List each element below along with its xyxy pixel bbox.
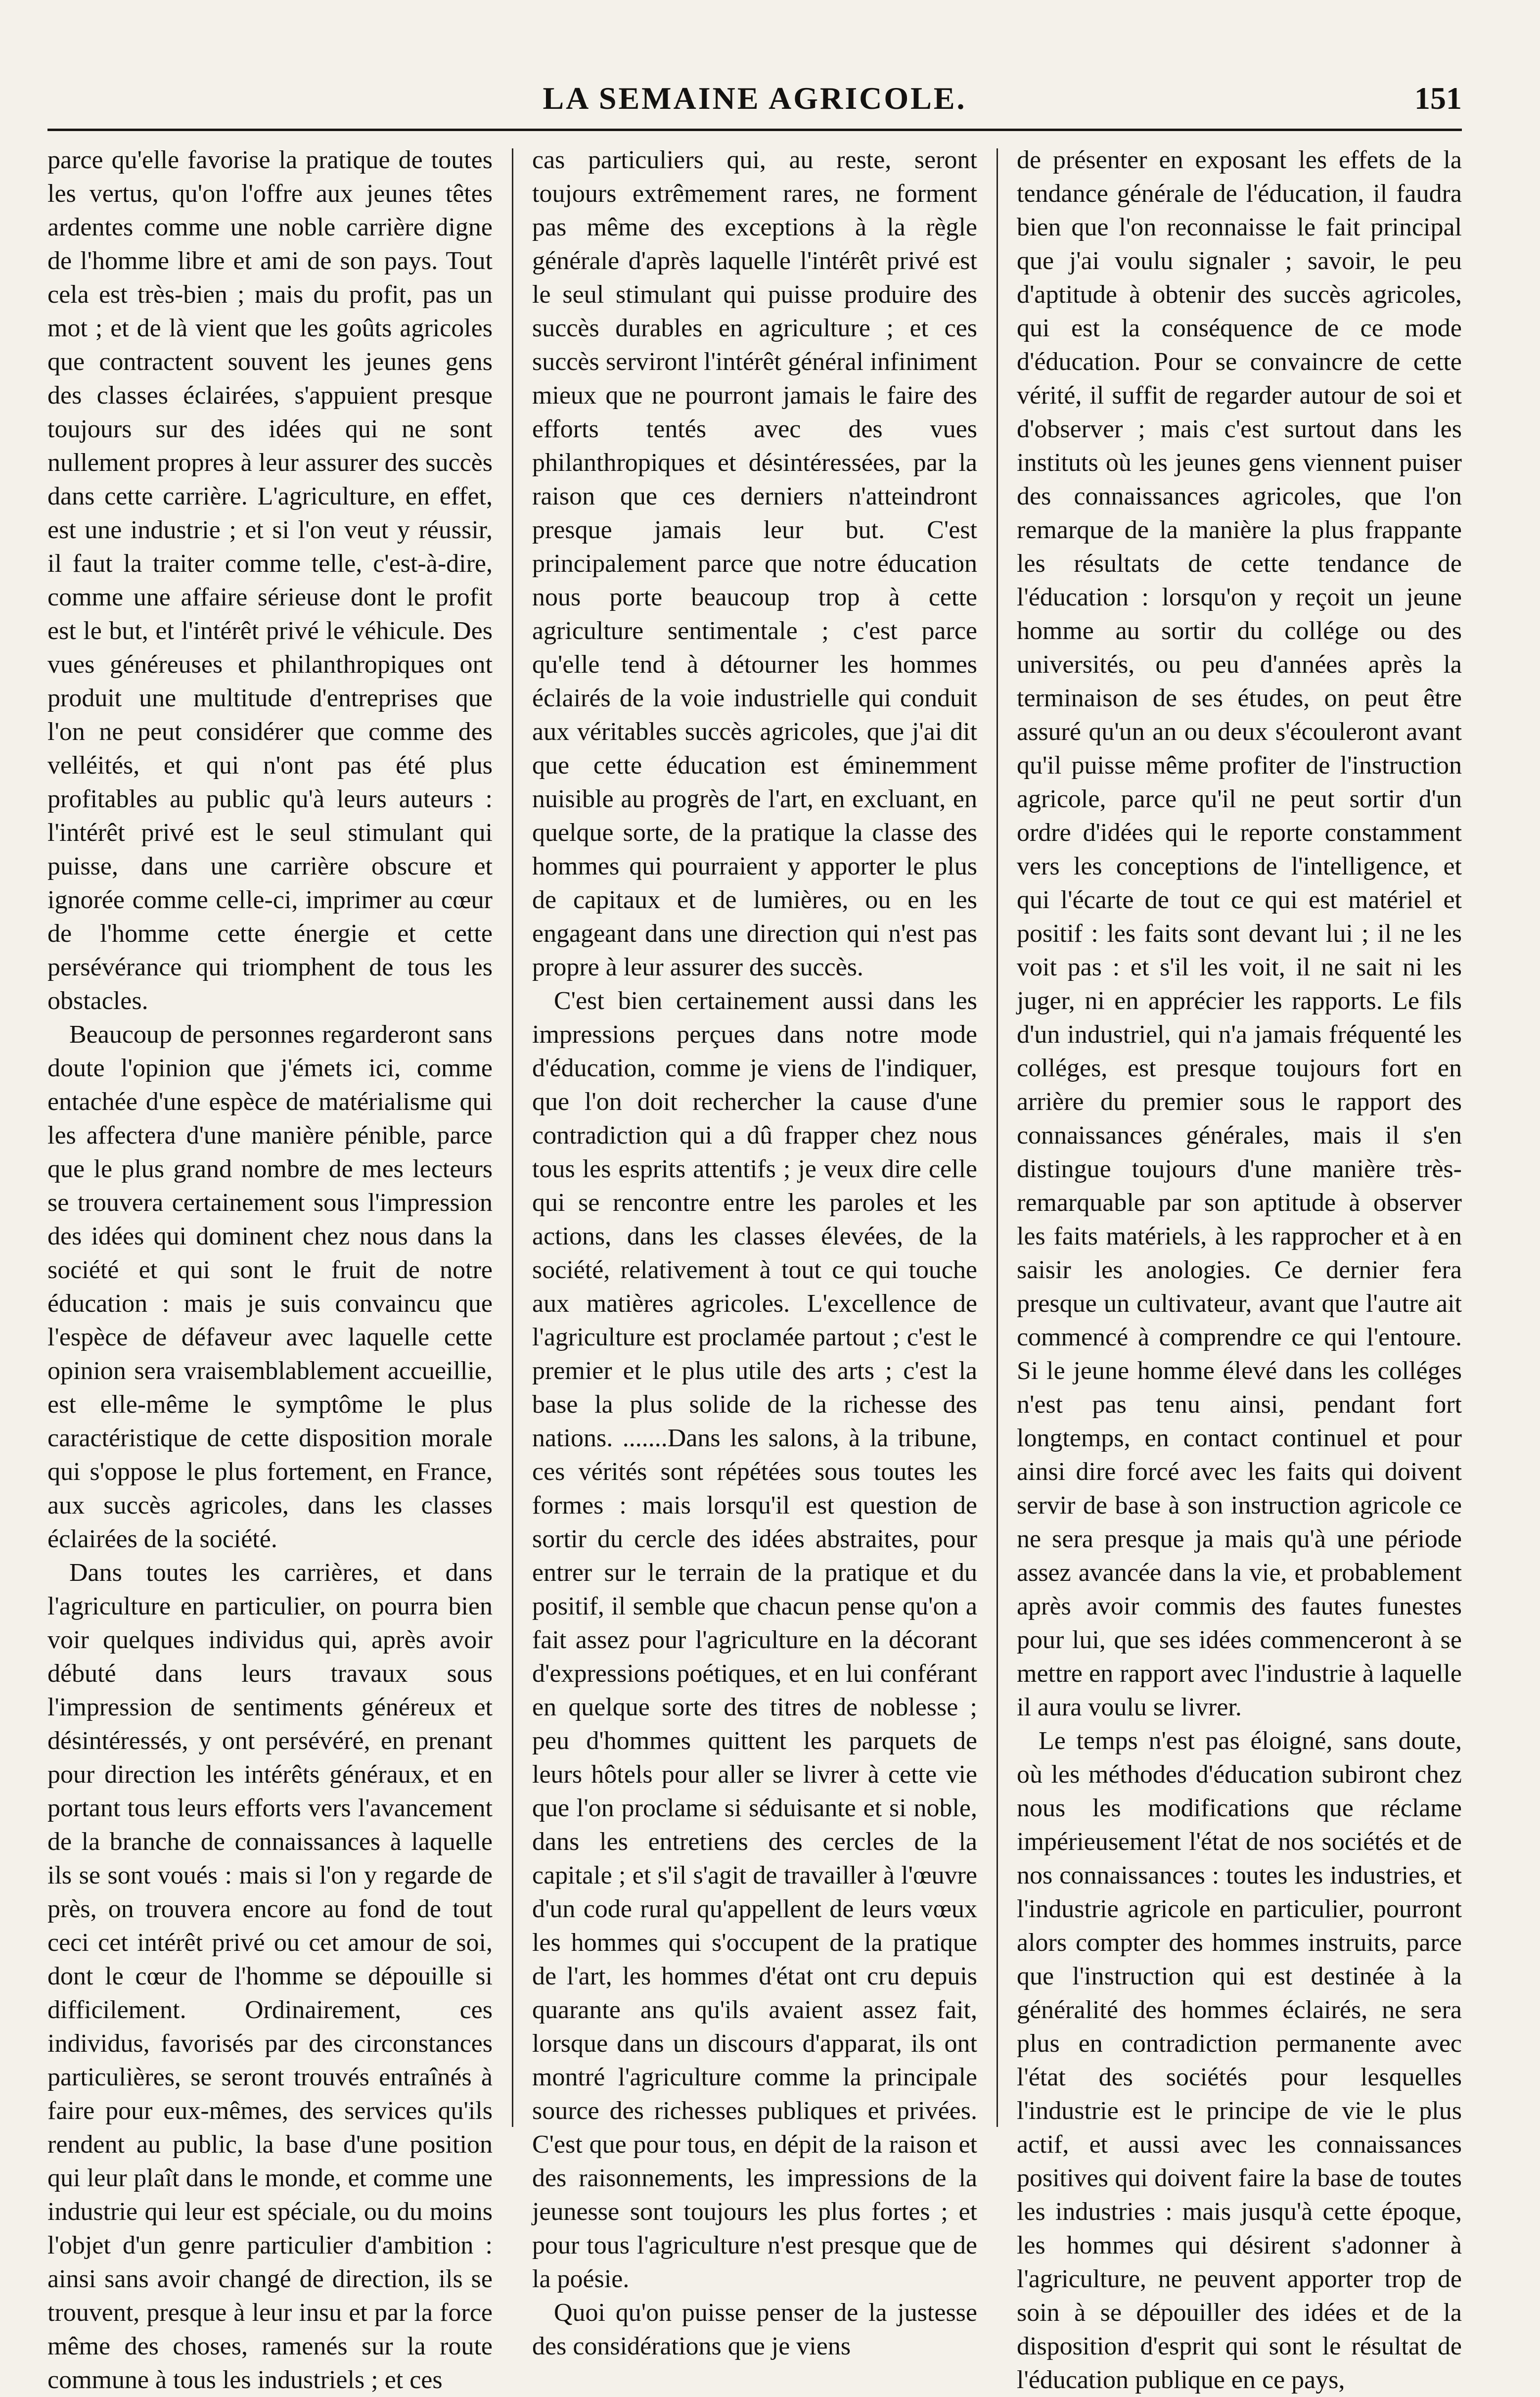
running-title: LA SEMAINE AGRICOLE. (543, 81, 967, 116)
column-2 (532, 143, 977, 2360)
paragraph: C'est bien certainement aussi dans les impressions perçues dans notre mode d'éducation, comme je viens de l'indiquer, que l'on doit rechercher la cause d'une contradiction qui a dû frapper chez nous tous les esprits attentifs ; je veux dire celle qui se rencontre entre les paroles et les actions, dans les classes élevées, de la société, relativement à tout ce qui touche aux matières agricoles. L'excellence de l'agriculture est proclamée partout ; c'est le premier et le plus utile des arts ; c'est la base la plus solide de la richesse des nations. .......Dans les salons, à la tribune, ces vérités sont répétées sous toutes les formes : mais lorsqu'il est question de sortir du cercle des idées abstraites, pour entrer sur le terrain de la pratique et du positif, il semble que chacun pense qu'on a fait assez pour l'agriculture en la décorant d'expressions poétiques, et en lui conférant en quelque sorte des titres de noblesse ; peu d'hommes quittent les parquets de leurs hôtels pour aller se livrer à cette vie que l'on proclame si séduisante et si noble, dans les entretiens des cercles de la capitale ; et s'il s'agit de travailler à l'œuvre d'un code rural qu'appellent de leurs vœux les hommes qui s'occupent de la pratique de l'art, les hommes d'état ont cru depuis quarante ans qu'ils avaient assez fait, lorsque dans un discours d'apparat, ils ont montré l'agriculture comme la principale source des richesses publiques et privées. C'est que pour tous, en dépit de la raison et des raisonnements, les impressions de la jeunesse sont toujours les plus fortes ; et pour tous l'agriculture n'est presque que de la poésie. (532, 987, 977, 2293)
column-rule (512, 148, 513, 2127)
text-columns (47, 143, 1462, 2394)
column-3 (1017, 143, 1462, 2394)
paragraph: Beaucoup de personnes regarderont sans doute l'opinion que j'émets ici, comme entachée d'une espèce de matérialisme qui les affectera d'une manière pénible, parce que le plus grand nombre de mes lecteurs se trouvera certainement sous l'impression des idées qui dominent chez nous dans la société et qui sont le fruit de notre éducation : mais je suis convaincu que l'espèce de défaveur avec laquelle cette opinion sera vraisemblablement accueillie, est elle-même le symptôme le plus caractéristique de cette disposition morale qui s'oppose le plus fortement, en France, aux succès agricoles, dans les classes éclairées de la société. (47, 1020, 493, 1553)
paragraph: cas particuliers qui, au reste, seront toujours extrêmement rares, ne forment pas même des exceptions à la règle générale d'après laquelle l'intérêt privé est le seul stimulant qui puisse produire des succès durables en agriculture ; et ces succès serviront l'intérêt général infiniment mieux que ne pourront jamais le faire des efforts tentés avec des vues philanthropiques et désintéressées, par la raison que ces derniers n'atteindront presque jamais leur but. C'est principalement parce que notre éducation nous porte beaucoup trop à cette agriculture sentimentale ; c'est parce qu'elle tend à détourner les hommes éclairés de la voie industrielle qui conduit aux véritables succès agricoles, que j'ai dit que cette éducation est éminemment nuisible au progrès de l'art, en excluant, en quelque sorte, de la pratique la classe des hommes qui pourraient y apporter le plus de capitaux et de lumières, ou en les engageant dans une direction qui n'est pas propre à leur assurer des succès. (532, 146, 977, 981)
paragraph: parce qu'elle favorise la pratique de toutes les vertus, qu'on l'offre aux jeunes têtes ardentes comme une noble carrière digne de l'homme libre et ami de son pays. Tout cela est très-bien ; mais du profit, pas un mot ; et de là vient que les goûts agricoles que contractent souvent les jeunes gens des classes éclairées, s'appuient presque toujours sur des idées qui ne sont nullement propres à leur assurer des succès dans cette carrière. L'agriculture, en effet, est une industrie ; et si l'on veut y réussir, il faut la traiter comme telle, c'est-à-dire, comme une affaire sérieuse dont le profit est le but, et l'intérêt privé le véhicule. Des vues généreuses et philanthropiques ont produit une multitude d'entreprises que l'on ne peut considérer que comme des velléités, et qui n'ont pas été plus profitables au public qu'à leurs auteurs : l'intérêt privé est le seul stimulant qui puisse, dans une carrière obscure et ignorée comme celle-ci, imprimer au cœur de l'homme cette énergie et cette persévérance qui triomphent de tous les obstacles. (47, 146, 493, 1015)
paragraph: Dans toutes les carrières, et dans l'agriculture en particulier, on pourra bien voir quelques individus qui, après avoir débuté dans leurs travaux sous l'impression de sentiments généreux et désintéressés, y ont persévéré, en prenant pour direction les intérêts généraux, et en portant tous leurs efforts vers l'avancement de la branche de connaissances à laquelle ils se sont voués : mais si l'on y regarde de près, on trouvera encore au fond de tout ceci cet intérêt privé ou cet amour de soi, dont le cœur de l'homme se dépouille si difficilement. Ordinairement, ces individus, favorisés par des circonstances particulières, se seront trouvés entraînés à faire pour eux-mêmes, des services qu'ils rendent au public, la base d'une position qui leur plaît dans le monde, et comme une industrie qui leur est spéciale, ou du moins l'objet d'un genre particulier d'ambition : ainsi sans avoir changé de direction, ils se trouvent, presque à leur insu et par la force même des choses, ramenés sur la route commune à tous les industriels ; et ces (47, 1559, 493, 2394)
column-1 (47, 143, 493, 2394)
page-number: 151 (1414, 81, 1462, 116)
paragraph: de présenter en exposant les effets de la tendance générale de l'éducation, il faudra bien que l'on reconnaisse le fait principal que j'ai voulu signaler ; savoir, le peu d'aptitude à obtenir des succès agricoles, qui est la conséquence de ce mode d'éducation. Pour se convaincre de cette vérité, il suffit de regarder autour de soi et d'observer ; mais c'est surtout dans les instituts où les jeunes gens viennent puiser des connaissances agricoles, que l'on remarque de la manière la plus frappante les résultats de cette tendance de l'éducation : lorsqu'on y reçoit un jeune homme au sortir du collége ou des universités, ou peu d'années après la terminaison de ses études, on peut être assuré qu'un an ou deux s'écouleront avant qu'il puisse même profiter de l'instruction agricole, parce qu'il ne peut sortir d'un ordre d'idées qui le reporte constamment vers les conceptions de l'intelligence, et qui l'écarte de tout ce qui est matériel et positif : les faits sont devant lui ; il ne les voit pas : et s'il les voit, il ne sait ni les juger, ni en apprécier les rapports. Le fils d'un industriel, qui n'a jamais fréquenté les colléges, est presque toujours fort en arrière du premier sous le rapport des connaissances générales, mais il s'en distingue toujours d'une manière très-remarquable par son aptitude à observer les faits matériels, à les rapprocher et à en saisir les anologies. Ce dernier fera presque un cultivateur, avant que l'autre ait commencé à comprendre ce qui l'entoure. Si le jeune homme élevé dans les colléges n'est pas tenu ainsi, pendant fort longtemps, en contact continuel et pour ainsi dire forcé avec les faits qui doivent servir de base à son instruction agricole ce ne sera presque ja mais qu'à une période assez avancée dans la vie, et probablement après avoir commis des fautes funestes pour lui, que ses idées commenceront à se mettre en rapport avec l'industrie à laquelle il aura voulu se livrer. (1017, 146, 1462, 1721)
page-header (47, 74, 1462, 131)
paragraph: Le temps n'est pas éloigné, sans doute, où les méthodes d'éducation subiront chez nous les modifications que réclame impérieusement l'état de nos sociétés et de nos connaissances : toutes les industries, et l'industrie agricole en particulier, pourront alors compter des hommes instruits, parce que l'instruction qui est destinée à la généralité des hommes éclairés, ne sera plus en contradiction permanente avec l'état des sociétés pour lesquelles l'industrie est le principe de vie le plus actif, et aussi avec les connaissances positives qui doivent faire la base de toutes les industries : mais jusqu'à cette époque, les hommes qui désirent s'adonner à l'agriculture, ne peuvent apporter trop de soin à se dépouiller des idées et de la disposition d'esprit qui sont le résultat de l'éducation publique en ce pays, (1017, 1727, 1462, 2394)
paragraph: Quoi qu'on puisse penser de la justesse des considérations que je viens (532, 2299, 977, 2360)
column-rule (996, 148, 998, 2127)
